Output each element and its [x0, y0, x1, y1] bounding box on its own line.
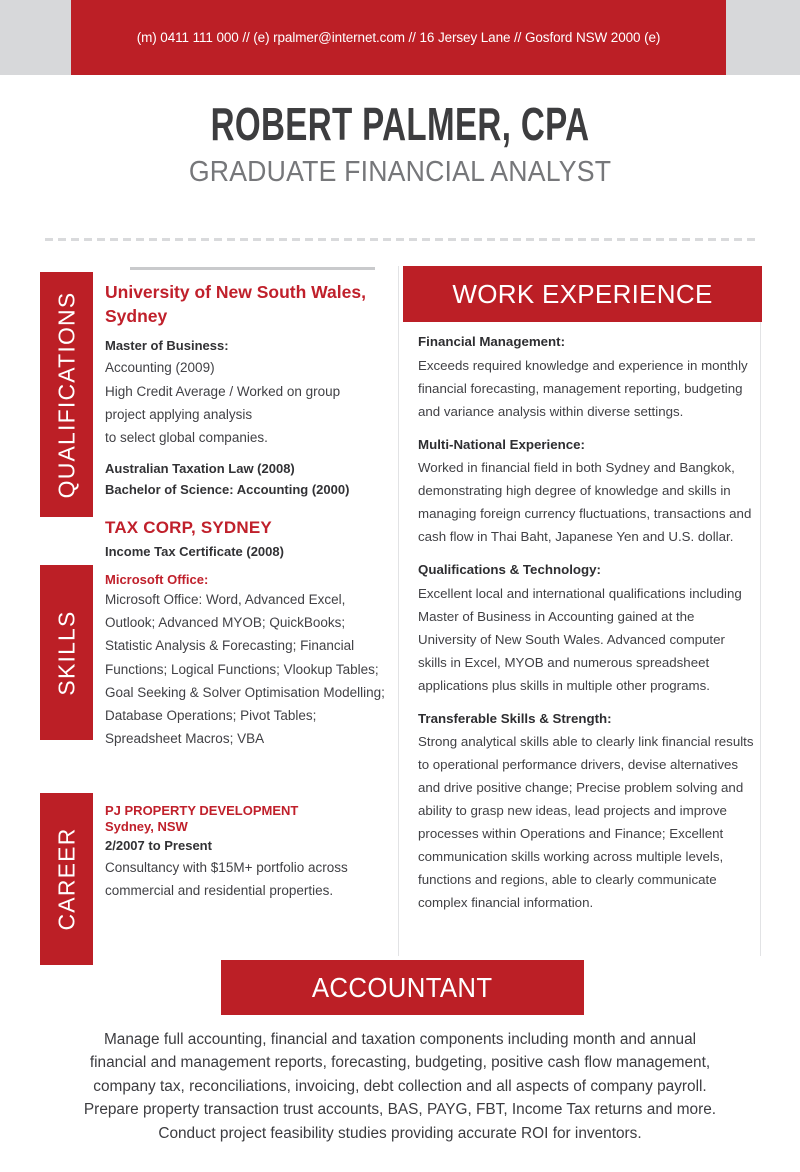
person-role: GRADUATE FINANCIAL ANALYST: [188, 156, 612, 189]
footer-summary-line: financial and management reports, forecasting, budgeting, positive cash flow management,: [89, 1054, 711, 1072]
skills-heading: Microsoft Office:: [105, 572, 209, 587]
dashed-divider: [45, 238, 755, 241]
work-experience-banner: [403, 266, 762, 322]
skills-line: Goal Seeking & Solver Optimisation Modelling;: [105, 684, 385, 700]
footer-summary-line: Conduct project feasibility studies providing accurate ROI for inventors.: [158, 1124, 642, 1142]
header-gray-left-block: [0, 0, 71, 75]
qualifications-degree-line-3: project applying analysis: [105, 406, 253, 422]
qualifications-second-cert: Income Tax Certificate (2008): [105, 544, 284, 560]
work-entry-heading: Multi-National Experience:: [418, 436, 585, 452]
section-tab-career-label: CAREER: [53, 827, 79, 931]
column-divider-left: [398, 266, 399, 956]
column-divider-right: [760, 322, 761, 956]
section-tab-qualifications: [40, 272, 93, 517]
footer-summary: [30, 1028, 770, 1145]
footer-banner: [221, 960, 584, 1015]
footer-banner-title: ACCOUNTANT: [312, 971, 493, 1003]
section-tab-skills-label: SKILLS: [53, 609, 79, 696]
footer-summary-line: Prepare property transaction trust accounts, BAS, PAYG, FBT, Income Tax returns and more.: [83, 1101, 717, 1119]
work-entry-body: Worked in financial field in both Sydney and Bangkok, demonstrating high degree of knowledge and skills in managing foreign currency fluctuations, transactions and cash flow in Thai Baht, Japanese Yen and U.S. dollar.: [418, 460, 752, 545]
qualifications-degree-line-1: Accounting (2009): [105, 360, 215, 376]
qualifications-institution: University of New South Wales, Sydney: [105, 282, 366, 327]
career-company: PJ PROPERTY DEVELOPMENT: [105, 803, 299, 818]
qualifications-second-institution: TAX CORP, SYDNEY: [105, 518, 272, 538]
work-entry-heading: Transferable Skills & Strength:: [418, 710, 612, 726]
work-entry-body: Strong analytical skills able to clearly link financial results to operational performance drivers, devise alternatives and drive positive change; Precise problem solving and ability to grasp new ideas, lead projects and improve processes within Operations and Finance; Excellent communication skills working across multiple levels, functions and regions, able to clearly communicate complex financial information.: [418, 734, 754, 911]
work-experience-title: WORK EXPERIENCE: [452, 278, 713, 309]
name-block: [0, 100, 800, 189]
person-name: ROBERT PALMER, CPA: [210, 98, 590, 150]
skills-line: Outlook; Advanced MYOB; QuickBooks;: [105, 615, 346, 631]
right-column: [418, 332, 756, 926]
header-gray-right-block: [726, 0, 800, 75]
work-entry-body: Excellent local and international qualifications including Master of Business in Accounting gained at the University of New South Wales. Advanced computer skills in Excel, MYOB and numerous spreadsheet applications plus skills in multiple other programs.: [418, 585, 742, 693]
contact-line: (m) 0411 111 000 // (e) rpalmer@internet.com // 16 Jersey Lane // Gosford NSW 2000 (e): [136, 30, 661, 45]
skills-body: [105, 572, 395, 751]
skills-line: Database Operations; Pivot Tables;: [105, 708, 317, 724]
qualifications-degree-line-4: to select global companies.: [105, 429, 268, 445]
footer-summary-line: Manage full accounting, financial and taxation components including month and annual: [103, 1031, 697, 1048]
qualifications-body: [105, 280, 395, 562]
work-entry-heading: Financial Management:: [418, 334, 566, 349]
header-contact-banner: [71, 0, 726, 75]
career-description-line-1: Consultancy with $15M+ portfolio across: [105, 860, 348, 876]
career-description-line-2: commercial and residential properties.: [105, 883, 334, 899]
work-entry-heading: Qualifications & Technology:: [418, 562, 601, 578]
section-tab-career: [40, 793, 93, 965]
qualifications-cert-2: Bachelor of Science: Accounting (2000): [105, 482, 350, 498]
skills-line: Spreadsheet Macros; VBA: [105, 731, 265, 747]
qualifications-degree-line-2: High Credit Average / Worked on group: [105, 383, 341, 399]
career-dates: 2/2007 to Present: [105, 838, 212, 853]
career-location: Sydney, NSW: [105, 819, 188, 834]
skills-line: Statistic Analysis & Forecasting; Financial: [105, 638, 355, 654]
section-tab-skills: [40, 565, 93, 740]
skills-line: Microsoft Office: Word, Advanced Excel,: [105, 592, 346, 607]
qualifications-degree-heading: Master of Business:: [105, 338, 229, 354]
career-body: [105, 803, 395, 902]
header-band: [0, 0, 800, 75]
footer-summary-line: company tax, reconciliations, invoicing, debt collection and all aspects of company payroll.: [93, 1077, 707, 1095]
qualifications-top-rule: [130, 267, 375, 270]
skills-line: Functions; Logical Functions; Vlookup Tables;: [105, 661, 379, 677]
work-entry-body: Exceeds required knowledge and experience in monthly financial forecasting, management reporting, budgeting and variance analysis within diverse settings.: [418, 357, 748, 419]
section-tab-qualifications-label: QUALIFICATIONS: [53, 291, 79, 498]
qualifications-cert-1: Australian Taxation Law (2008): [105, 461, 295, 477]
